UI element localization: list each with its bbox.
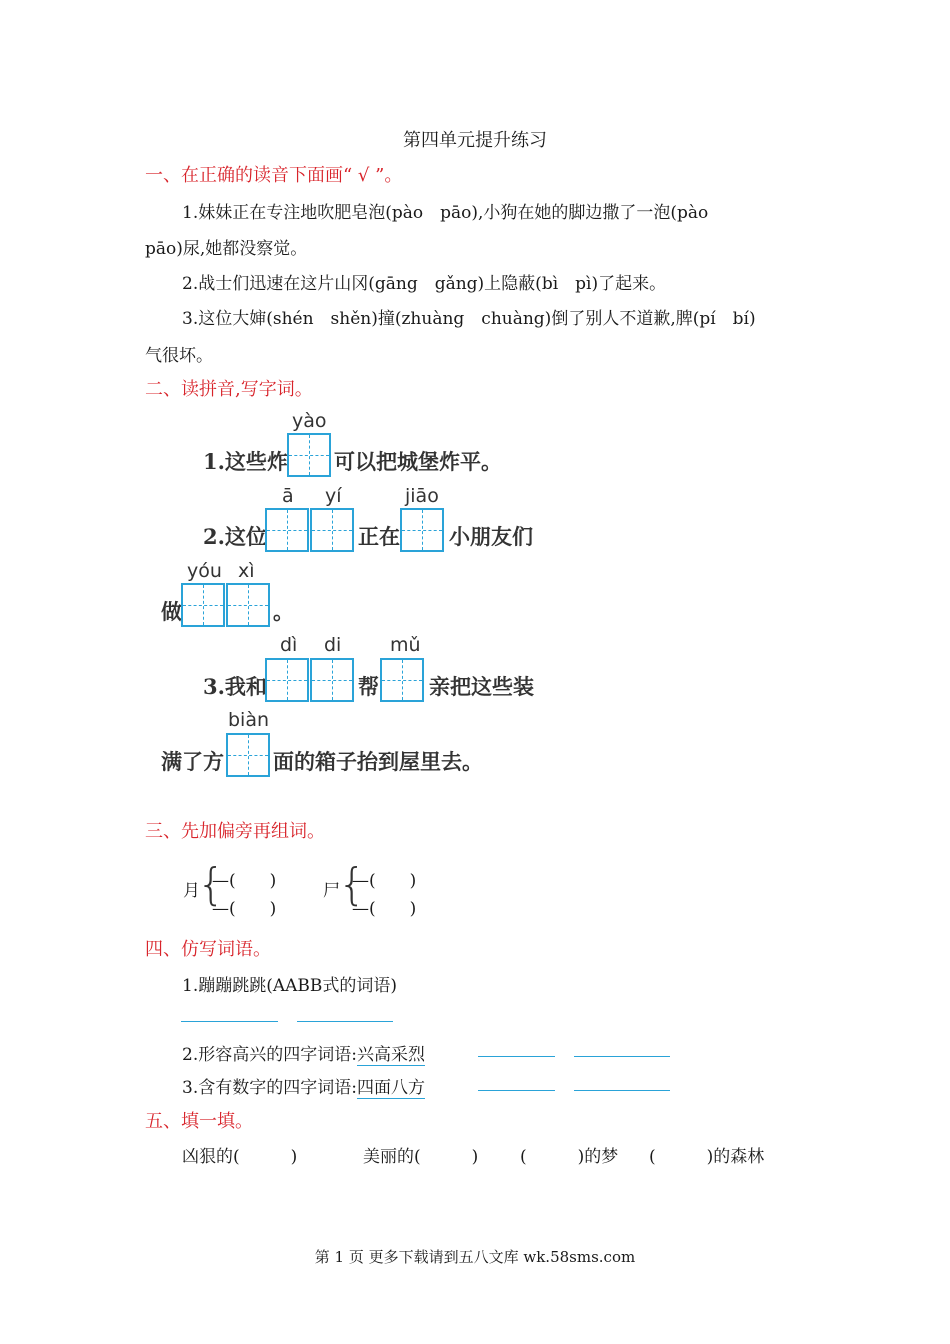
pinyin-yi: yí	[325, 485, 342, 507]
writing-box[interactable]	[226, 733, 270, 777]
s1-question-1-line-1: 1.妹妹正在专注地吹肥皂泡(pào pāo),小狗在她的脚边撒了一泡(pào	[182, 203, 709, 223]
writing-box[interactable]	[181, 583, 225, 627]
s4-question-1: 1.蹦蹦跳跳(AABB式的词语)	[182, 976, 398, 996]
page-footer: 第 1 页 更多下载请到五八文库 wk.58sms.com	[314, 1248, 636, 1266]
s4-q2-example: 兴高采烈	[356, 1045, 425, 1065]
fill-item-2[interactable]: 美丽的( )	[363, 1147, 479, 1167]
radical-root-yue: 月	[183, 881, 200, 901]
fill-item-3[interactable]: ( )的梦	[520, 1147, 619, 1167]
writing-box[interactable]	[265, 508, 309, 552]
pinyin-di-1: dì	[280, 634, 298, 656]
brace-icon: {	[197, 859, 225, 910]
s2-q2b-suffix: 。	[273, 599, 294, 624]
radical-blank-row[interactable]: —( )	[352, 899, 417, 919]
s4-question-2	[182, 1040, 425, 1065]
s2-q3-middle: 帮	[358, 674, 379, 699]
pinyin-mu: mǔ	[390, 634, 421, 656]
answer-blank[interactable]	[297, 1021, 393, 1022]
answer-blank[interactable]	[478, 1056, 555, 1057]
fill-item-4[interactable]: ( )的森林	[649, 1147, 765, 1167]
pinyin-yao: yào	[292, 410, 327, 432]
s1-question-2: 2.战士们迅速在这片山冈(gāng gǎng)上隐蔽(bì pì)了起来。	[182, 274, 667, 294]
writing-box[interactable]	[265, 658, 309, 702]
writing-box[interactable]	[310, 658, 354, 702]
pinyin-di-2: di	[324, 634, 342, 656]
s2-q2-suffix: 小朋友们	[449, 524, 533, 549]
brace-icon: {	[338, 859, 366, 910]
s2-q2b-prefix: 做	[161, 599, 182, 624]
s2-q1-suffix: 可以把城堡炸平。	[334, 449, 502, 474]
writing-box[interactable]	[226, 583, 270, 627]
pinyin-a: ā	[282, 485, 294, 507]
writing-box[interactable]	[380, 658, 424, 702]
s2-q3b-suffix: 面的箱子抬到屋里去。	[273, 749, 483, 774]
pinyin-xi: xì	[238, 560, 255, 582]
s2-q2-middle: 正在	[358, 524, 400, 549]
s1-question-3-line-1: 3.这位大婶(shén shěn)撞(zhuàng chuàng)倒了别人不道歉,脾(pí bí)	[182, 309, 756, 329]
radical-blank-row[interactable]: —( )	[212, 871, 277, 891]
s2-q3b-prefix: 满了方	[161, 749, 224, 774]
radical-blank-row[interactable]: —( )	[352, 871, 417, 891]
s4-q3-example: 四面八方	[356, 1078, 425, 1098]
section-1-heading: 一、在正确的读音下面画“ √ ”。	[145, 165, 403, 186]
s4-q3-label: 3.含有数字的四字词语:	[182, 1078, 357, 1098]
answer-blank[interactable]	[181, 1021, 278, 1022]
section-3-heading: 三、先加偏旁再组词。	[145, 821, 325, 842]
s1-question-3-line-2: 气很坏。	[145, 346, 213, 366]
answer-blank[interactable]	[574, 1056, 670, 1057]
section-2-heading: 二、读拼音,写字词。	[145, 379, 313, 400]
radical-root-shi: 尸	[323, 881, 340, 901]
section-5-heading: 五、填一填。	[145, 1111, 253, 1132]
s4-question-3	[182, 1073, 425, 1098]
s1-question-1-line-2: pāo)尿,她都没察觉。	[145, 239, 308, 259]
writing-box[interactable]	[310, 508, 354, 552]
pinyin-jiao: jiāo	[405, 485, 439, 507]
s2-q2-prefix: 2.这位	[203, 524, 267, 549]
fill-item-1[interactable]: 凶狠的( )	[182, 1147, 298, 1167]
section-4-heading: 四、仿写词语。	[145, 939, 271, 960]
answer-blank[interactable]	[574, 1090, 670, 1091]
radical-blank-row[interactable]: —( )	[212, 899, 277, 919]
s2-q3-suffix: 亲把这些装	[429, 674, 534, 699]
pinyin-bian: biàn	[228, 709, 270, 731]
s2-q1-prefix: 1.这些炸	[203, 449, 288, 474]
s4-q2-label: 2.形容高兴的四字词语:	[182, 1045, 357, 1065]
answer-blank[interactable]	[478, 1090, 555, 1091]
writing-box[interactable]	[287, 433, 331, 477]
page-title: 第四单元提升练习	[403, 130, 547, 151]
pinyin-you: yóu	[187, 560, 222, 582]
s2-q3-prefix: 3.我和	[203, 674, 267, 699]
writing-box[interactable]	[400, 508, 444, 552]
